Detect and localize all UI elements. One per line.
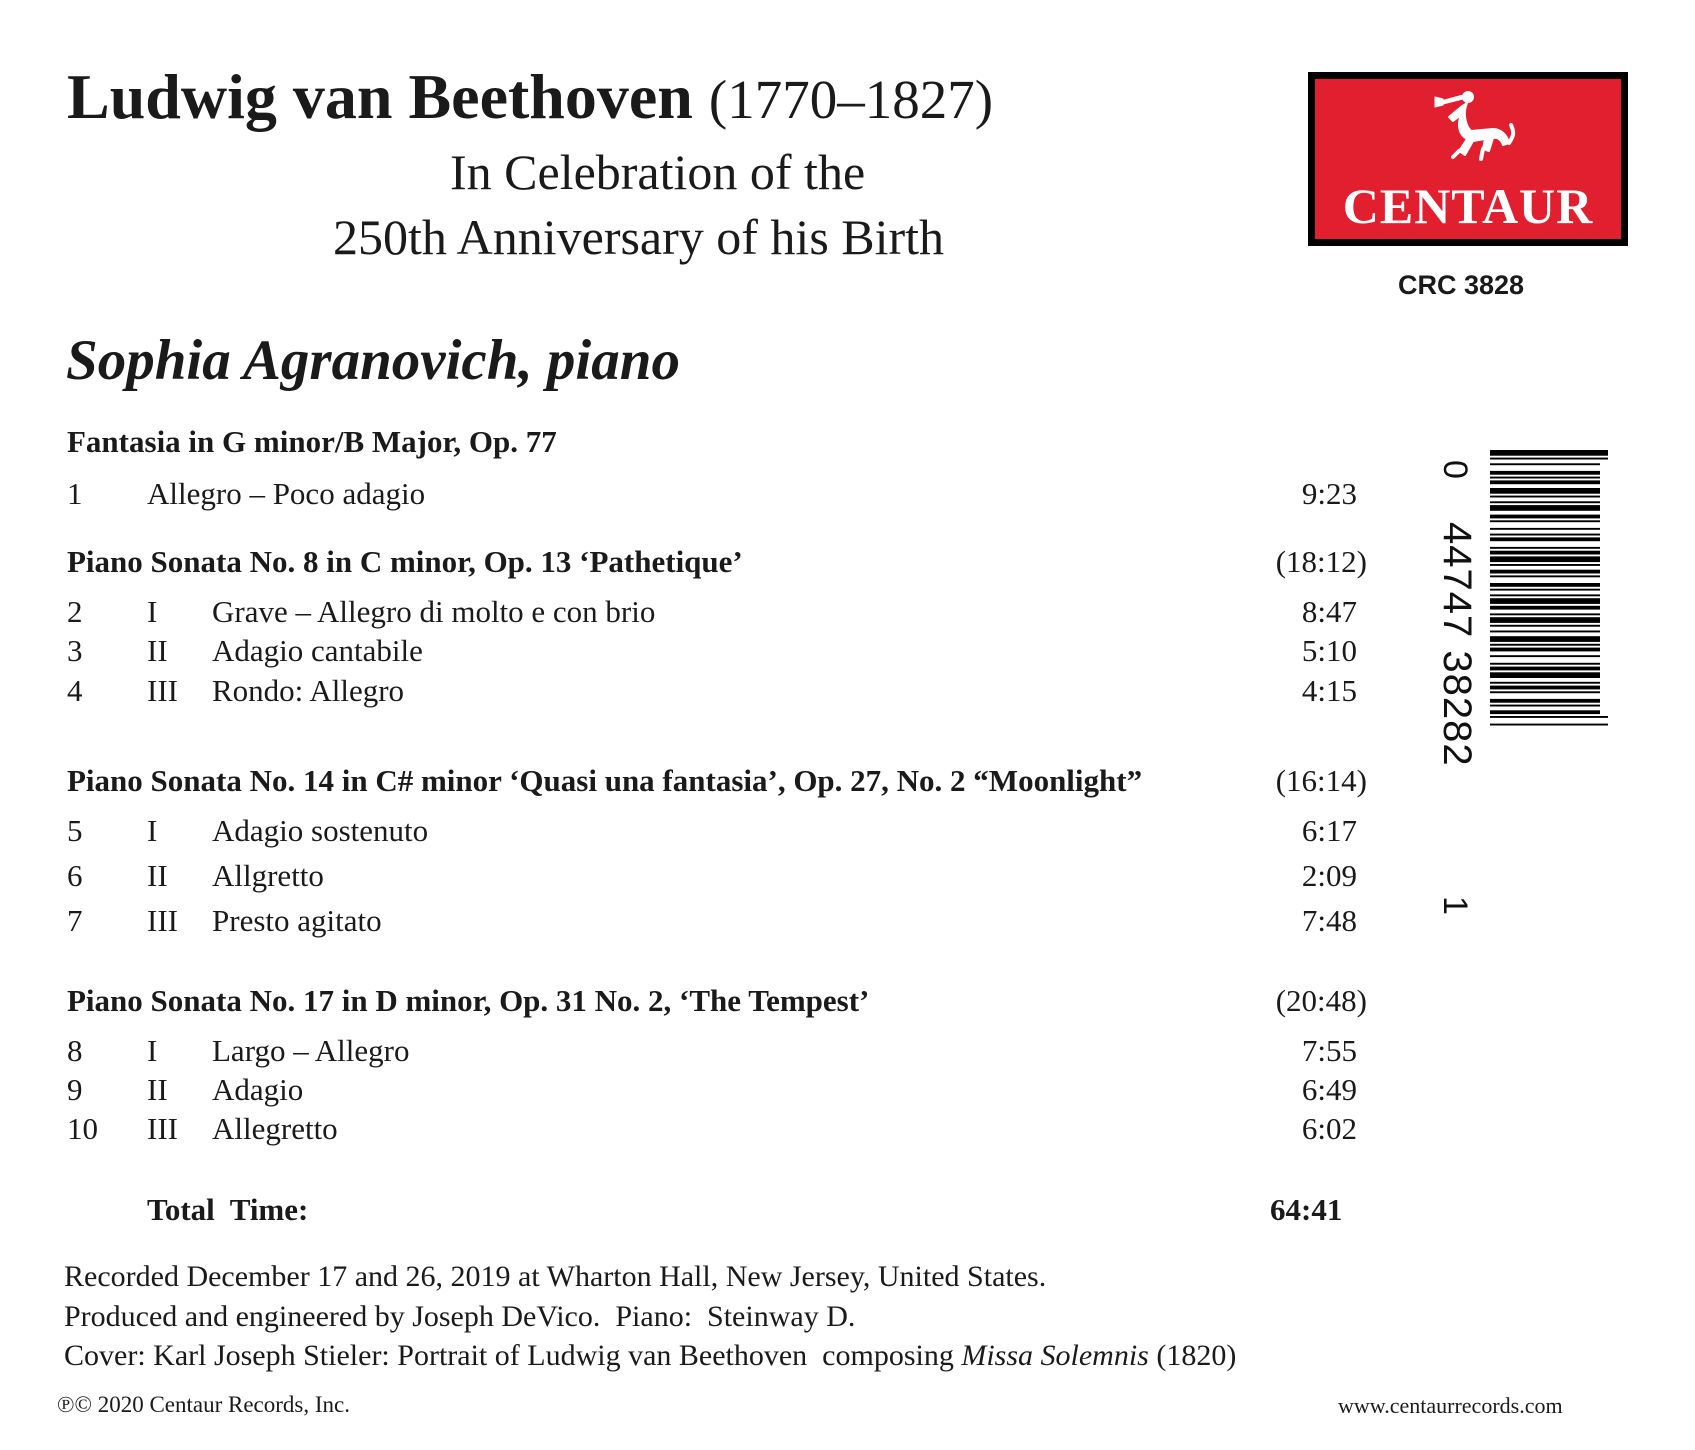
work-heading [67, 426, 1367, 457]
track-number: 7 [67, 903, 83, 938]
barcode-bar [1490, 480, 1600, 484]
centaur-logo [1308, 72, 1628, 246]
track-title: Adagio [212, 1072, 304, 1107]
barcode-bar [1490, 488, 1600, 494]
track-movement: III [147, 903, 178, 938]
barcode-bar [1490, 564, 1600, 566]
recording-credit: Recorded December 17 and 26, 2019 at Wharton Hall, New Jersey, United States. [64, 1260, 1047, 1293]
barcode-bar [1490, 594, 1600, 596]
track-title: Allgretto [212, 858, 324, 893]
cover-credit-work: Missa Solemnis [961, 1339, 1149, 1372]
barcode-bar [1490, 463, 1600, 465]
work-heading [67, 546, 1367, 577]
cover-credit [64, 1339, 1236, 1373]
barcode-bar [1490, 450, 1608, 456]
barcode-bar [1490, 613, 1600, 615]
work-total: (18:12) [1275, 544, 1367, 579]
barcode-bar [1490, 644, 1600, 646]
work-total: (20:48) [1275, 983, 1367, 1018]
track-duration: 6:49 [1301, 1072, 1357, 1107]
barcode-bar [1490, 617, 1600, 623]
barcode [1430, 440, 1610, 920]
barcode-bar [1490, 589, 1600, 591]
work-title: Piano Sonata No. 14 in C# minor ‘Quasi una fantasia’, Op. 27, No. 2 “Moonlight” [67, 763, 1143, 798]
total-time-label: Total Time: [147, 1192, 309, 1227]
track-number: 5 [67, 813, 83, 848]
barcode-digits: 44747 38282 [1435, 522, 1479, 767]
barcode-bar [1490, 655, 1600, 657]
track-duration: 7:48 [1301, 903, 1357, 938]
barcode-bar [1490, 672, 1600, 678]
track-movement: I [147, 1033, 158, 1068]
barcode-bar [1490, 631, 1600, 633]
track-title: Adagio cantabile [212, 633, 423, 668]
barcode-bar [1490, 505, 1600, 511]
composer-name: Ludwig van Beethoven [67, 61, 693, 132]
track-movement: I [147, 813, 158, 848]
track-number: 1 [67, 476, 83, 511]
barcode-bar [1490, 496, 1600, 498]
barcode-bar [1490, 598, 1600, 604]
performer-credit: Sophia Agranovich, piano [66, 329, 680, 392]
track-number: 9 [67, 1072, 83, 1107]
logo-wordmark: CENTAUR [1342, 178, 1594, 234]
cover-credit-year: (1820) [1148, 1339, 1237, 1372]
track-number: 10 [67, 1111, 98, 1146]
track-number: 2 [67, 594, 83, 629]
barcode-bar [1490, 716, 1608, 718]
track-title: Largo – Allegro [212, 1033, 410, 1068]
barcode-bar [1490, 699, 1600, 703]
barcode-bar [1490, 648, 1600, 652]
barcode-bar [1490, 520, 1600, 522]
barcode-bar [1490, 691, 1600, 693]
composer-dates: (1770–1827) [708, 69, 994, 130]
barcode-bar [1490, 551, 1600, 555]
work-total: (16:14) [1275, 763, 1367, 798]
track-movement: II [147, 1072, 168, 1107]
work-title: Piano Sonata No. 17 in D minor, Op. 31 No. 2, ‘The Tempest’ [67, 983, 870, 1018]
catalog-number: CRC 3828 [1398, 270, 1525, 300]
barcode-bar [1490, 471, 1600, 475]
track-title: Grave – Allegro di molto e con brio [212, 594, 656, 629]
track-title: Adagio sostenuto [212, 813, 429, 848]
barcode-bar [1490, 724, 1608, 726]
barcode-bar [1490, 458, 1608, 460]
barcode-bar [1490, 710, 1600, 714]
track-duration: 6:02 [1301, 1111, 1357, 1146]
track-movement: II [147, 858, 168, 893]
track-movement: III [147, 1111, 178, 1146]
track-movement: I [147, 594, 158, 629]
barcode-bar [1490, 570, 1600, 574]
track-title: Rondo: Allegro [212, 673, 405, 708]
work-title: Fantasia in G minor/B Major, Op. 77 [67, 424, 557, 459]
barcode-bar [1490, 547, 1600, 549]
production-credit: Produced and engineered by Joseph DeVico. Piano: Steinway D. [64, 1300, 856, 1333]
track-duration: 2:09 [1301, 858, 1357, 893]
subtitle-line-1: In Celebration of the [450, 144, 866, 200]
track-duration: 8:47 [1301, 594, 1357, 629]
barcode-bar [1490, 705, 1600, 707]
track-title: Allegro – Poco adagio [147, 476, 426, 511]
work-heading [67, 765, 1367, 796]
work-heading [67, 985, 1367, 1016]
barcode-bar [1490, 682, 1600, 684]
track-number: 4 [67, 673, 83, 708]
barcode-digit-last: 1 [1436, 896, 1474, 915]
barcode-bar [1490, 575, 1600, 577]
barcode-digit-first: 0 [1436, 460, 1474, 479]
barcode-bar [1490, 515, 1600, 519]
track-duration: 9:23 [1301, 476, 1357, 511]
total-time-value: 64:41 [1270, 1192, 1343, 1227]
track-title: Allegretto [212, 1111, 338, 1146]
copyright-notice: ℗© 2020 Centaur Records, Inc. [57, 1392, 350, 1417]
barcode-bars [1490, 450, 1608, 726]
track-duration: 6:17 [1301, 813, 1357, 848]
track-duration: 7:55 [1301, 1033, 1357, 1068]
track-movement: II [147, 633, 168, 668]
track-duration: 5:10 [1301, 633, 1357, 668]
barcode-bar [1490, 583, 1600, 587]
track-number: 6 [67, 858, 83, 893]
barcode-bar [1490, 477, 1600, 479]
centaur-with-trumpet-icon [1423, 85, 1523, 177]
barcode-bar [1490, 537, 1600, 541]
barcode-bar [1490, 667, 1600, 671]
barcode-bar [1490, 663, 1600, 665]
barcode-bar [1490, 606, 1600, 610]
barcode-bar [1490, 636, 1600, 642]
barcode-bar [1490, 534, 1600, 536]
barcode-bar [1490, 686, 1600, 690]
website-url: www.centaurrecords.com [1338, 1393, 1563, 1418]
subtitle-line-2: 250th Anniversary of his Birth [333, 209, 945, 265]
barcode-bar [1490, 625, 1600, 627]
barcode-bar [1490, 501, 1600, 503]
barcode-bar [1490, 556, 1600, 562]
track-duration: 4:15 [1301, 673, 1357, 708]
track-number: 8 [67, 1033, 83, 1068]
track-number: 3 [67, 633, 83, 668]
work-title: Piano Sonata No. 8 in C minor, Op. 13 ‘Pathetique’ [67, 544, 743, 579]
track-title: Presto agitato [212, 903, 382, 938]
barcode-bar [1490, 528, 1600, 530]
cover-credit-text: Cover: Karl Joseph Stieler: Portrait of Ludwig van Beethoven composing [64, 1339, 962, 1372]
composer-title [67, 62, 993, 132]
track-movement: III [147, 673, 178, 708]
